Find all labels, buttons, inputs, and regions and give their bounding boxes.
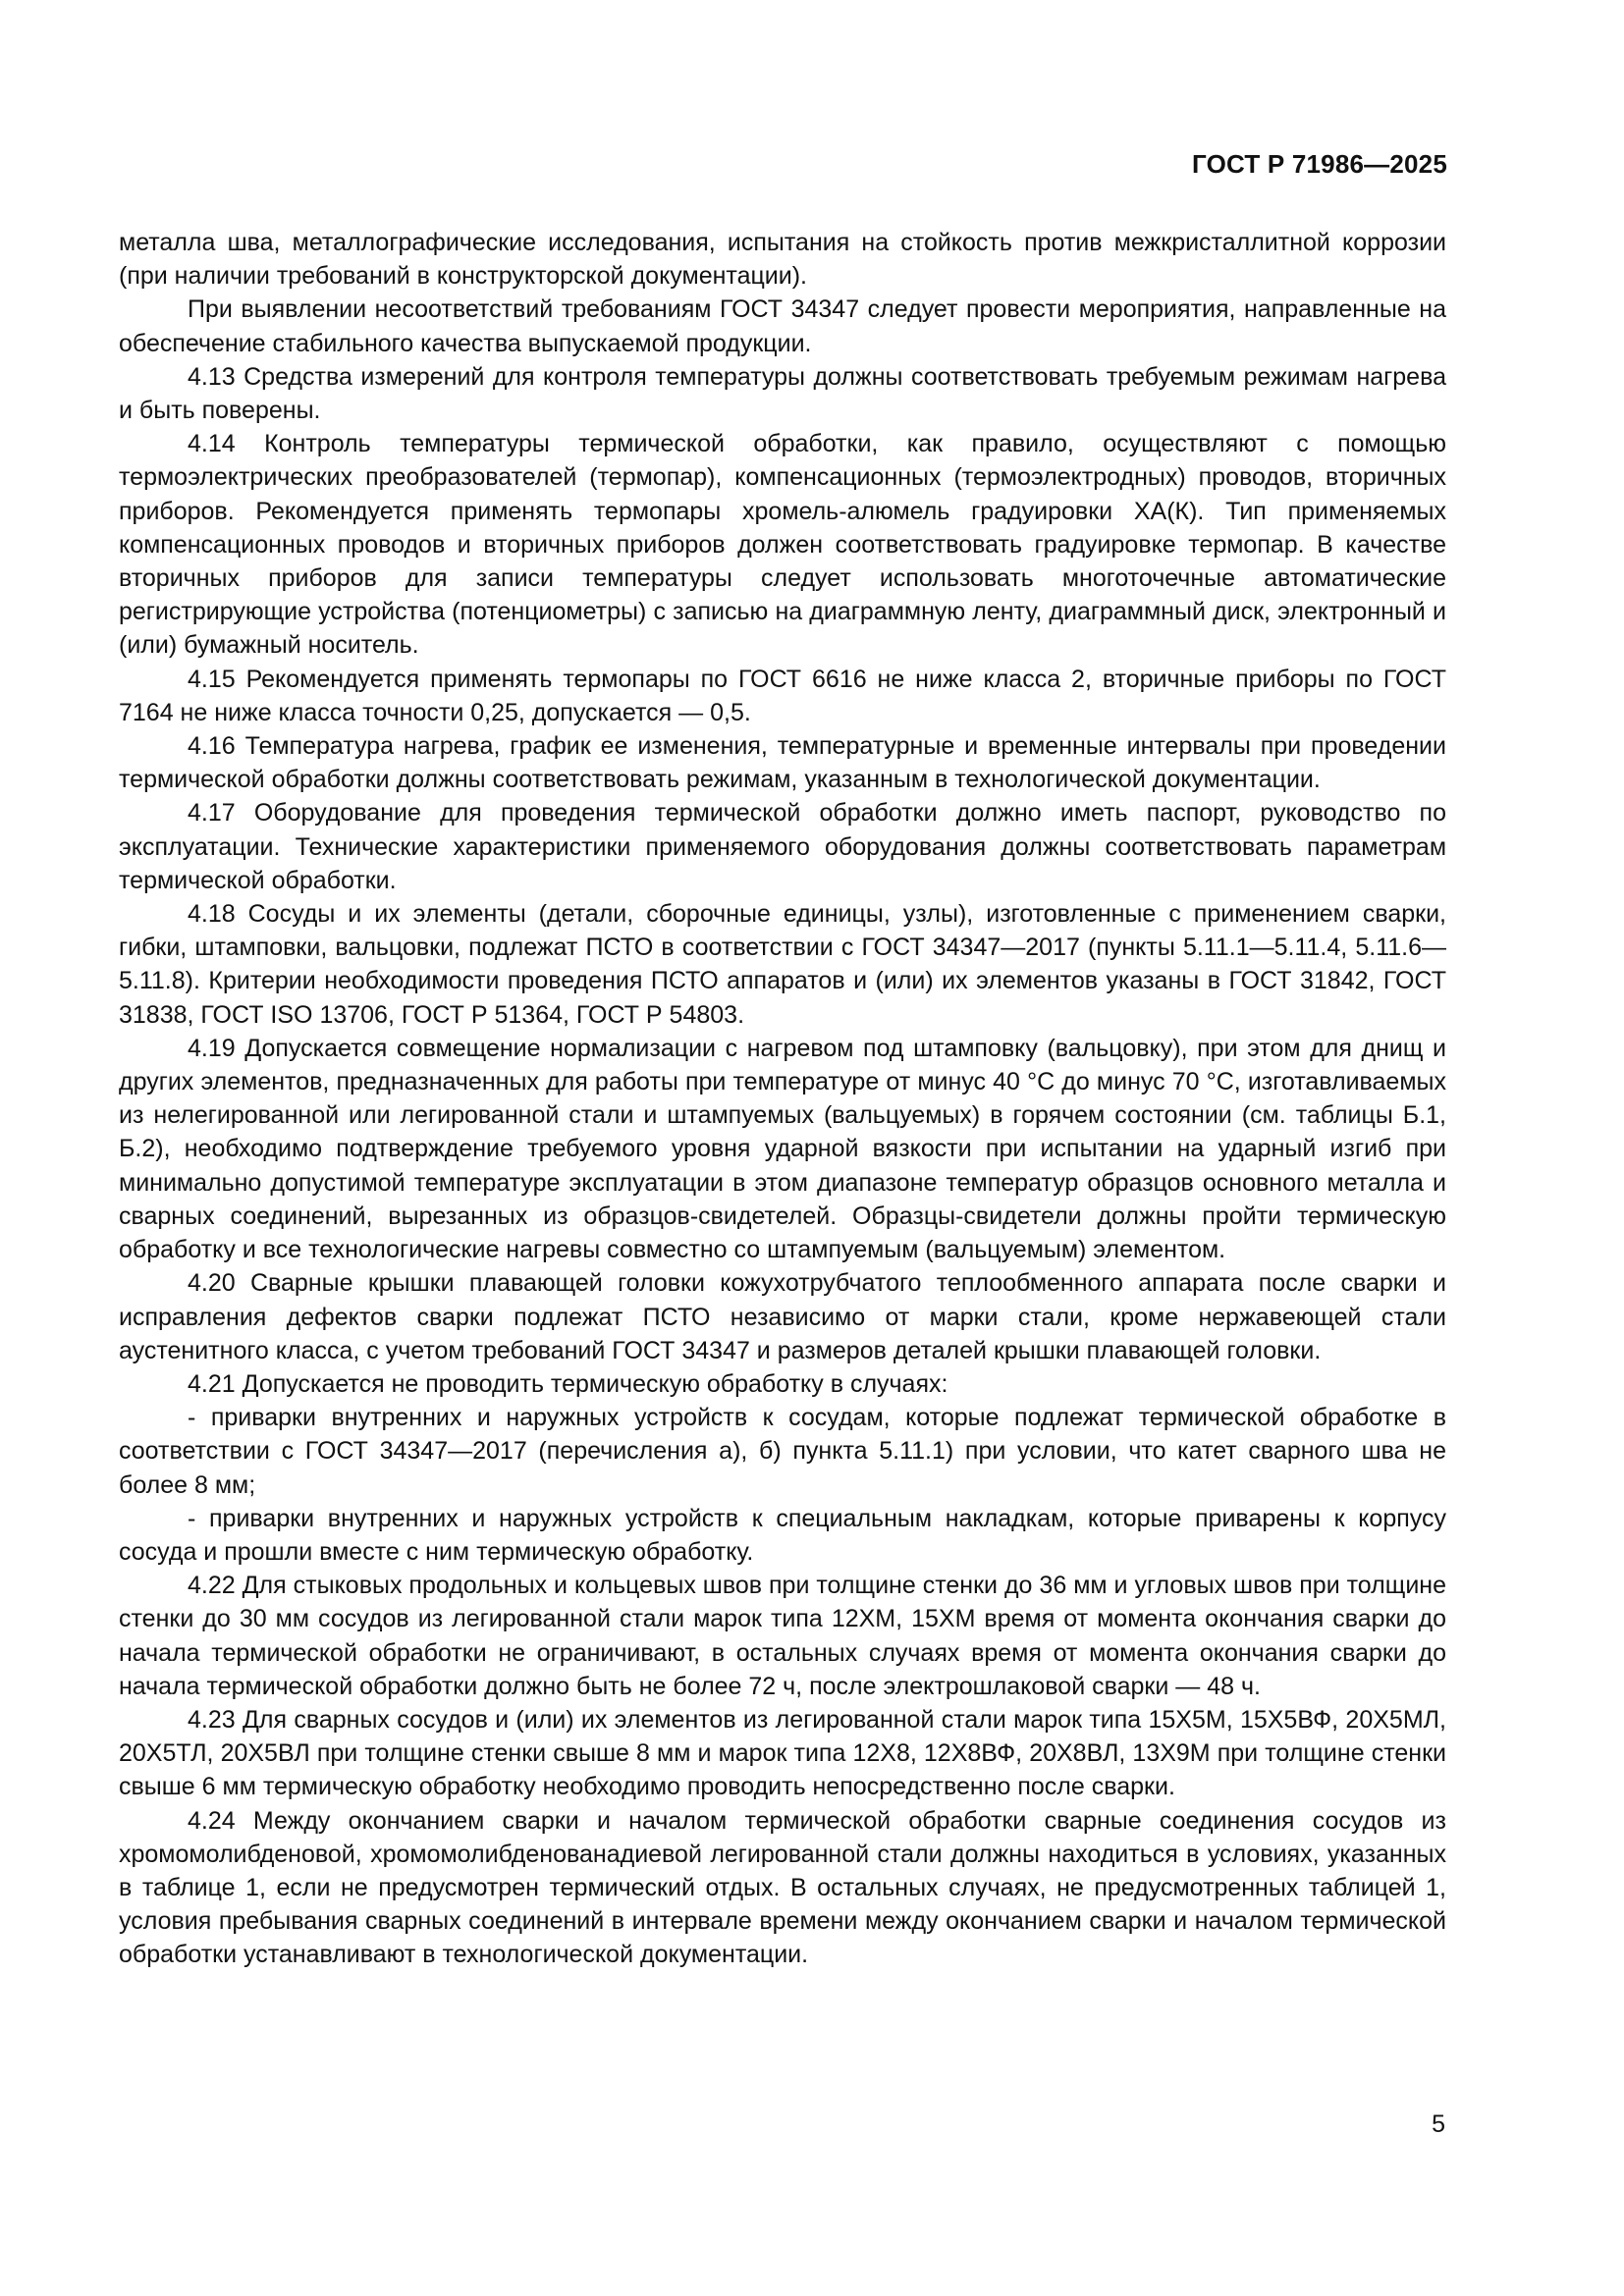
- clause-4-13: 4.13 Средства измерений для контроля температуры должны соответствовать требуемым режимам нагрева и быть поверены.: [119, 362, 1446, 425]
- clause-4-16: 4.16 Температура нагрева, график ее изменения, температурные и временные интервалы при проведении термической обработки должны соответствовать режимам, указанным в технологической документации.: [119, 732, 1446, 794]
- document-body: [119, 226, 1446, 1972]
- clause-4-23: 4.23 Для сварных сосудов и (или) их элементов из легированной стали марок типа 15Х5М, 15Х5ВФ, 20Х5МЛ, 20Х5ТЛ, 20Х5ВЛ при толщине стенки свыше 8 мм и марок типа 12Х8, 12Х8ВФ, 20Х8ВЛ, 13Х9М при толщине стенки свыше 6 мм термическую обработку необходимо проводить непосредственно после сварки.: [119, 1705, 1446, 1801]
- paragraph-nonconformity: При выявлении несоответствий требованиям ГОСТ 34347 следует провести мероприятия, направленные на обеспечение стабильного качества выпускаемой продукции.: [119, 295, 1446, 357]
- clause-4-22: 4.22 Для стыковых продольных и кольцевых швов при толщине стенки до 36 мм и угловых швов при толщине стенки до 30 мм сосудов из легированной стали марок типа 12ХМ, 15ХМ время от момента окончания сварки до начала термической обработки не ограничивают, в остальных случаях время от момента окончания сварки до начала термической обработки должно быть не более 72 ч, после электрошлаковой сварки — 48 ч.: [119, 1572, 1446, 1700]
- clause-4-14: 4.14 Контроль температуры термической обработки, как правило, осуществляют с помощью термоэлектрических преобразователей (термопар), компенсационных (термоэлектродных) проводов, вторичных приборов. Рекомендуется применять термопары хромель-алюмель градуировки ХА(К). Тип применяемых компенсационных проводов и вторичных приборов должен соответствовать градуировке термопар. В качестве вторичных приборов для записи температуры следует использовать многоточечные автоматические регистрирующие устройства (потенциометры) с записью на диаграммную ленту, диаграммный диск, электронный и (или) бумажный носитель.: [119, 430, 1446, 660]
- document-header: ГОСТ Р 71986—2025: [1192, 149, 1447, 179]
- clause-4-21: 4.21 Допускается не проводить термическую обработку в случаях:: [188, 1369, 948, 1398]
- page-number: 5: [1432, 2110, 1445, 2138]
- clause-4-18: 4.18 Сосуды и их элементы (детали, сборочные единицы, узлы), изготовленные с применением сварки, гибки, штамповки, вальцовки, подлежат ПСТО в соответствии с ГОСТ 34347—2017 (пункты 5.11.1—5.11.4, 5.11.6—5.11.8). Критерии необходимости проведения ПСТО аппаратов и (или) их элементов указаны в ГОСТ 31842, ГОСТ 31838, ГОСТ ISO 13706, ГОСТ Р 51364, ГОСТ Р 54803.: [119, 900, 1446, 1029]
- clause-4-20: 4.20 Сварные крышки плавающей головки кожухотрубчатого теплообменного аппарата после сварки и исправления дефектов сварки подлежат ПСТО независимо от марки стали, кроме нержавеющей стали аустенитного класса, с учетом требований ГОСТ 34347 и размеров деталей крышки плавающей головки.: [119, 1269, 1446, 1364]
- list-item: - приварки внутренних и наружных устройств к сосудам, которые подлежат термической обработке в соответствии с ГОСТ 34347—2017 (перечисления а), б) пункта 5.11.1) при условии, что катет сварного шва не более 8 мм;: [119, 1404, 1446, 1499]
- list-item: - приварки внутренних и наружных устройств к специальным накладкам, которые приварены к корпусу сосуда и прошли вместе с ним термическую обработку.: [119, 1504, 1446, 1566]
- paragraph-continuation: металла шва, металлографические исследования, испытания на стойкость против межкристаллитной коррозии (при наличии требований в конструкторской документации).: [119, 229, 1446, 291]
- clause-4-19: 4.19 Допускается совмещение нормализации с нагревом под штамповку (вальцовку), при этом для днищ и других элементов, предназначенных для работы при температуре от минус 40 °С до минус 70 °С, изготавливаемых из нелегированной или легированной стали и штампуемых (вальцуемых) в горячем состоянии (см. таблицы Б.1, Б.2), необходимо подтверждение требуемого уровня ударной вязкости при испытании на ударный изгиб при минимально допустимой температуре эксплуатации в этом диапазоне температур образцов основного металла и сварных соединений, вырезанных из образцов-свидетелей. Образцы-свидетели должны пройти термическую обработку и все технологические нагревы совместно со штампуемым (вальцуемым) элементом.: [119, 1034, 1446, 1264]
- clause-4-24: 4.24 Между окончанием сварки и началом термической обработки сварные соединения сосудов из хромомолибденовой, хромомолибденованадиевой легированной стали должны находиться в условиях, указанных в таблице 1, если не предусмотрен термический отдых. В остальных случаях, не предусмотренных таблицей 1, условия пребывания сварных соединений в интервале времени между окончанием сварки и началом термической обработки устанавливают в технологической документации.: [119, 1806, 1446, 1969]
- clause-4-17: 4.17 Оборудование для проведения термической обработки должно иметь паспорт, руководство по эксплуатации. Технические характеристики применяемого оборудования должны соответствовать параметрам термической обработки.: [119, 799, 1446, 894]
- clause-4-15: 4.15 Рекомендуется применять термопары по ГОСТ 6616 не ниже класса 2, вторичные приборы по ГОСТ 7164 не ниже класса точности 0,25, допускается — 0,5.: [119, 665, 1446, 726]
